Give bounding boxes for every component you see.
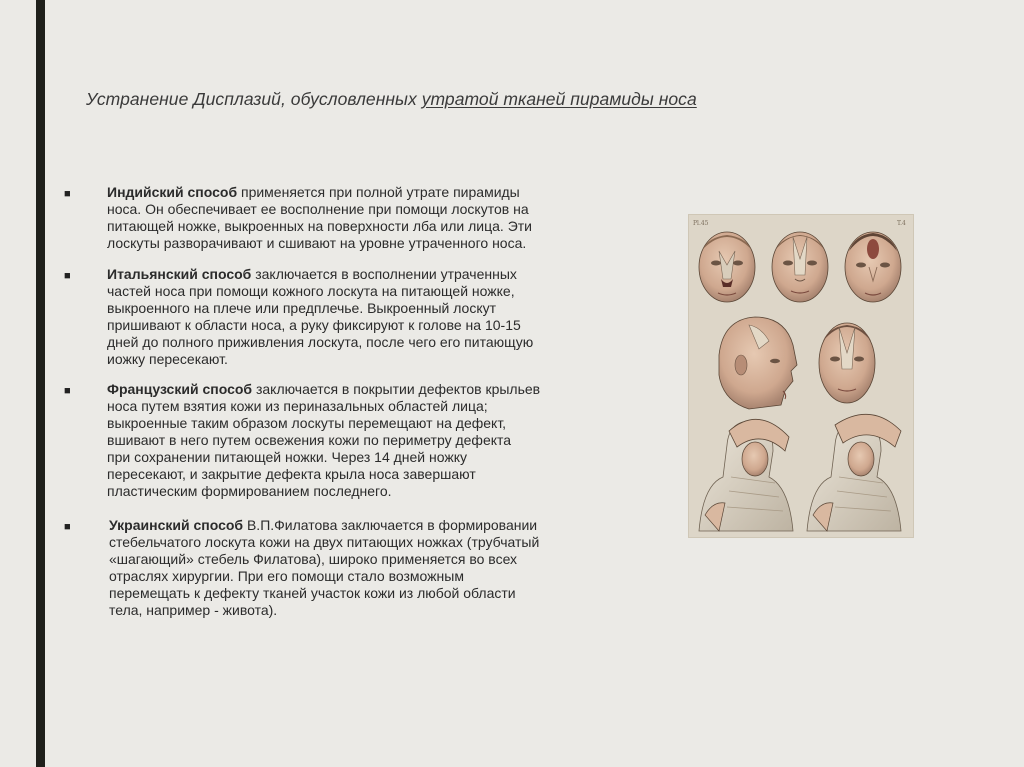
bandaged-figure-2 xyxy=(807,414,901,531)
title-plain-text: Устранение Дисплазий, обусловленных xyxy=(86,89,422,109)
profile-head-figure xyxy=(719,317,797,409)
bullet-text: заключается в покрытии дефектов крыльев xyxy=(252,381,541,397)
plate-mark-right: T.4 xyxy=(897,220,906,227)
face-figure-2 xyxy=(772,232,828,302)
face-figure-3 xyxy=(845,232,901,302)
bullet-line: пришивают к области носа, а руку фиксируют к голове на 10-15 xyxy=(107,317,521,333)
bullet-square-icon: ■ xyxy=(64,188,71,200)
bullet-text: заключается в восполнении утраченных xyxy=(251,266,517,282)
slide-title xyxy=(86,89,697,110)
bullet-text: В.П.Филатова заключается в формировании xyxy=(243,517,538,533)
bullet-line: «шагающий» стебель Филатова), широко применяется во всех xyxy=(109,551,518,567)
bullet-line: пластическим формированием последнего. xyxy=(107,483,392,499)
plate-mark-left: Pl.45 xyxy=(693,220,709,227)
bullet-line: при сохранении питающей ножки. Через 14 дней ножку xyxy=(107,449,468,465)
bullet-line: отраслях хирургии. При его помощи стало возможным xyxy=(109,568,464,584)
bullet-italian-method xyxy=(64,266,533,368)
bullet-line: выкроенного на плече или предплечье. Выкроенный лоскут xyxy=(107,300,497,316)
bullet-line xyxy=(107,184,532,201)
bullet-square-icon: ■ xyxy=(64,270,71,282)
bullet-square-icon: ■ xyxy=(64,521,71,533)
method-name: Итальянский способ xyxy=(107,266,252,282)
bullet-french-method xyxy=(64,381,540,500)
bullet-line: стебельчатого лоскута кожи на двух питающих ножках (трубчатый xyxy=(109,534,540,550)
bullet-line: тела, например - живота). xyxy=(109,602,278,618)
bullet-line: выкроенные таким образом лоскуты перемещают на дефект, xyxy=(107,415,507,431)
bullet-line: носа. Он обеспечивает ее восполнение при помощи лоскутов на xyxy=(107,201,529,217)
bullet-line: питающей ножке, выкроенных на поверхности лба или лица. Эти xyxy=(107,218,532,234)
bullet-line: вшивают в него путем освежения кожи по периметру дефекта xyxy=(107,432,512,448)
left-accent-bar xyxy=(36,0,45,767)
bullet-line: дней до полного приживления лоскута, после чего его питающую xyxy=(107,334,534,350)
bullet-ukrainian-method xyxy=(64,517,539,619)
bullet-text: применяется при полной утрате пирамиды xyxy=(237,184,520,200)
bullet-line xyxy=(107,381,540,398)
face-figure-1 xyxy=(699,232,755,302)
bullet-line xyxy=(107,266,533,283)
method-name: Украинский способ xyxy=(109,517,244,533)
bullet-square-icon: ■ xyxy=(64,385,71,397)
bullet-line: перемещать к дефекту тканей участок кожи из любой области xyxy=(109,585,516,601)
rhinoplasty-figures xyxy=(689,215,913,537)
anatomical-plate-illustration xyxy=(688,214,914,538)
bullet-line: носа путем взятия кожи из периназальных областей лица; xyxy=(107,398,488,414)
title-underlined-text: утратой тканей пирамиды носа xyxy=(421,89,697,109)
face-figure-4 xyxy=(819,323,875,403)
method-name: Французский способ xyxy=(107,381,253,397)
bandaged-figure-1 xyxy=(699,419,793,531)
bullet-line xyxy=(109,517,539,534)
bullet-line: частей носа при помощи кожного лоскута на питающей ножке, xyxy=(107,283,515,299)
bullet-line: лоскуты разворачивают и сшивают на уровне утраченного носа. xyxy=(107,235,527,251)
bullet-line: иожку пересекают. xyxy=(107,351,228,367)
bullet-indian-method xyxy=(64,184,532,252)
bullet-line: пересекают, и закрытие дефекта крыла носа завершают xyxy=(107,466,476,482)
method-name: Индийский способ xyxy=(107,184,238,200)
